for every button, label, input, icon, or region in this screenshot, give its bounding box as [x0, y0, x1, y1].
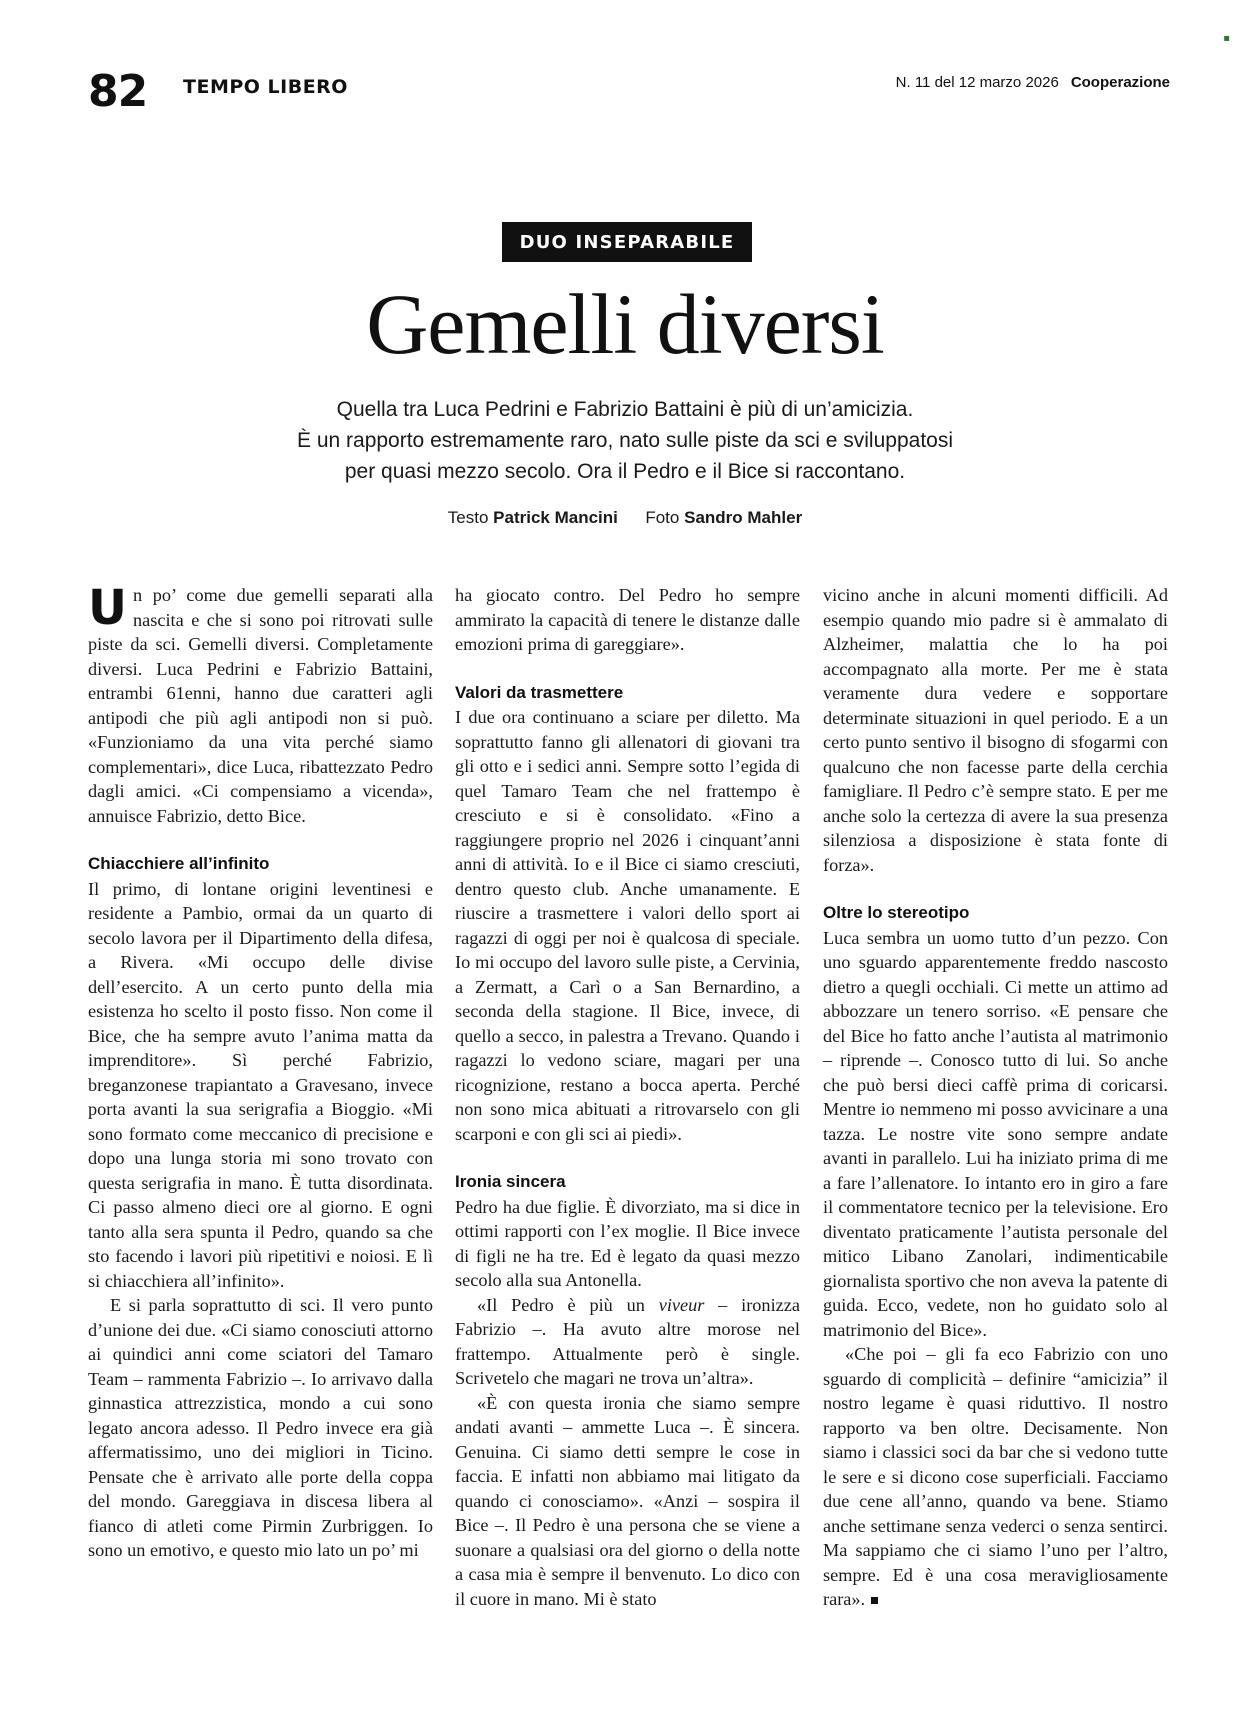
standfirst-line: È un rapporto estremamente raro, nato sulle piste da sci e sviluppatosi [296, 429, 953, 452]
column-2 [455, 583, 800, 1611]
paragraph: Pedro ha due figlie. È divorziato, ma si dice in ottimi rapporti con l’ex moglie. Il Bice invece di figli ne ha tre. Ed è legato da quasi mezzo secolo alla sua Antonella. [455, 1196, 800, 1290]
section-label: TEMPO LIBERO [183, 76, 348, 98]
publication-name: Cooperazione [1070, 74, 1170, 91]
photo-label: Foto [645, 508, 680, 527]
paragraph: ha giocato contro. Del Pedro ho sempre ammirato la capacità di tenere le distanze dalle emozioni prima di gareggiare». [455, 585, 800, 654]
paragraph-text: «Che poi – gli fa eco Fabrizio con uno sguardo di complicità – definire “amicizia” il nostro legame è quasi riduttivo. Il nostro rapporto va ben oltre. Decisamente. Non siamo i classici soci da bar che si vedono tutte le sere e si dicono cose superficiali. Facciamo due cene all’anno, quando va bene. Stiamo anche settimane senza vederci o senza sentirci. Ma sappiamo che ci siamo l’uno per l’altro, sempre. Ed è una cosa meravigliosamente rara». [823, 1344, 1168, 1609]
issue-date: N. 11 del 12 marzo 2026 [895, 74, 1059, 91]
subheading: Oltre lo stereotipo [823, 903, 970, 922]
paragraph [823, 1342, 1168, 1612]
page-number: 82 [88, 66, 148, 117]
color-registration-mark-icon: ▪ [1223, 33, 1230, 44]
drop-cap: U [88, 580, 127, 636]
byline [0, 508, 1250, 528]
issue-info [896, 74, 1170, 91]
paragraph: Luca sembra un uomo tutto d’un pezzo. Con uno sguardo apparentemente freddo nascosto dietro a quegli occhiali. Ci mette un attimo ad abbozzare un tenero sorriso. «E pensare che del Bice ho fatto anche l’autista al matrimonio – riprende –. Conosco tutto di lui. So anche che può bersi dieci caffè prima di coricarsi. Mentre io nemmeno mi posso avvicinare a una tazza. Le nostre vite sono sempre andate avanti in parallelo. Lui ha iniziato prima di me a fare l’allenatore. Io intanto ero in giro a fare il commentatore tecnico per la televisione. Ero diventato praticamente l’autista personale del mitico Libano Zanolari, indimenticabile giornalista sportivo che non aveva la patente di guida. Ecco, vedete, non ho guidato solo al matrimonio del Bice». [823, 927, 1168, 1340]
subheading: Valori da trasmettere [455, 682, 624, 702]
text-label: Testo [447, 508, 489, 527]
paragraph [455, 1293, 800, 1391]
emphasis: viveur [658, 1294, 705, 1315]
paragraph: I due ora continuano a sciare per diletto. Ma soprattutto fanno gli allenatori di giovani tra gli otto e i sedici anni. Sempre sotto l’egida di quel Tamaro Team che nel frattempo è cresciuto e si è consolidato. «Fino a raggiungere proprio nel 2026 i cinquant’anni anni di attività. Io e il Bice ci siamo cresciuti, dentro questo club. Anche umanamente. E riuscire a trasmettere i valori dello sport ai ragazzi di oggi per noi è qualcosa di speciale. Io mi occupo del lavoro sulle piste, a Cervinia, a Zermatt, a Carì o a San Bernardino, a seconda della stagione. Il Bice, invece, di quello a secco, in palestra a Trevano. Quando i ragazzi lo vedono sciare, magari per una ricognizione, restano a bocca aperta. Perché non sono mica abituati a ritrovarselo con gli scarponi e con gli sci ai piedi». [455, 707, 800, 1144]
column-3 [823, 583, 1168, 1612]
page-header [88, 66, 1170, 116]
paragraph [88, 580, 433, 828]
paragraph: E si parla soprattutto di sci. Il vero punto d’unione dei due. «Ci siamo conosciuti attorno ai quindici anni come sciatori del Tamaro Team – rammenta Fabrizio –. Io arrivavo dalla ginnastica attrezzistica, mondo a cui sono legato ancora adesso. Il Pedro invece era già affermatissimo, uno dei migliori in Ticino. Pensate che è arrivato alle porte della coppa del mondo. Gareggiava in discesa libera al fianco di atleti come Pirmin Zurbriggen. Io sono un emotivo, e questo mio lato un po’ mi [88, 1295, 433, 1560]
standfirst-line: Quella tra Luca Pedrini e Fabrizio Battaini è più di un’amicizia. [336, 398, 914, 421]
standfirst-line: per quasi mezzo secolo. Ora il Pedro e il Bice si raccontano. [344, 460, 906, 483]
subheading: Chiacchiere all’infinito [88, 854, 270, 873]
paragraph: Il primo, di lontane origini leventinesi e residente a Pambio, ormai da un quarto di secolo lavora per il Dipartimento della difesa, a Rivera. «Mi occupo delle divise dell’esercito. A un certo punto della mia esistenza ho scelto il posto fisso. Non come il Bice, che ha sempre avuto l’anima matta da imprenditore». Sì perché Fabrizio, breganzonese trapiantato a Gravesano, invece porta avanti la sua serigrafia a Bioggio. «Mi sono formato come meccanico di precisione e dopo una lunga storia mi sono trovato con questa serigrafia in mano. È tutta disordinata. Ci passo almeno dieci ore al giorno. E ogni tanto alla sera spunta il Pedro, quando sa che sto facendo i lavori più ripetitivi e noiosi. E lì si chiacchiera all’infinito». [88, 878, 433, 1291]
article-title: Gemelli diversi [366, 276, 884, 372]
paragraph-text: «Il Pedro è più un [477, 1294, 659, 1315]
paragraph: «È con questa ironia che siamo sempre andati avanti – ammette Luca –. È sincera. Genuina. Ci siamo detti sempre le cose in faccia. E infatti non abbiamo mai litigato da quando ci conosciamo». «Anzi – sospira il Bice –. Il Pedro è una persona che se viene a suonare a qualsiasi ora del giorno o della notte a casa mia è sempre il benvenuto. Lo dico con il cuore in mano. Mi è stato [455, 1392, 800, 1609]
subheading: Ironia sincera [455, 1172, 566, 1191]
paragraph-text: n po’ come due gemelli separati alla nascita e che si sono poi ritrovati sulle piste da sci. Gemelli diversi. Completamente diversi. Luca Pedrini e Fabrizio Battaini, entrambi 61enni, hanno due caratteri agli antipodi che più agli antipodi non si può. «Funzioniamo da una vita perché siamo complementari», dice Luca, ribattezzato Pedro dagli amici. «Ci compensiamo a vicenda», annuisce Fabrizio, detto Bice. [88, 585, 433, 826]
standfirst [200, 394, 1050, 487]
paragraph: vicino anche in alcuni momenti difficili. Ad esempio quando mio padre si è ammalato di Alzheimer, malattia che lo ha poi accompagnato alla morte. Per me è stata veramente dura vedere e sopportare determinate situazioni in quel periodo. E a un certo punto sentivo il bisogno di sfogarmi con qualcuno che non facesse parte della cerchia famigliare. Il Pedro c’è sempre stato. E per me anche solo la certezza di avere la sua presenza silenziosa a disposizione è stata fonte di forza». [823, 585, 1168, 875]
paragraph-text: – ironizza Fabrizio –. Ha avuto altre morose nel frattempo. Attualmente però è single. Scrivetelo che magari ne trova un’altra». [455, 1294, 800, 1388]
text-author: Patrick Mancini [493, 508, 618, 527]
end-of-article-icon [871, 1597, 878, 1604]
column-1 [88, 580, 433, 1563]
kicker-label: DUO INSEPARABILE [502, 222, 752, 262]
photo-author: Sandro Mahler [684, 508, 803, 527]
